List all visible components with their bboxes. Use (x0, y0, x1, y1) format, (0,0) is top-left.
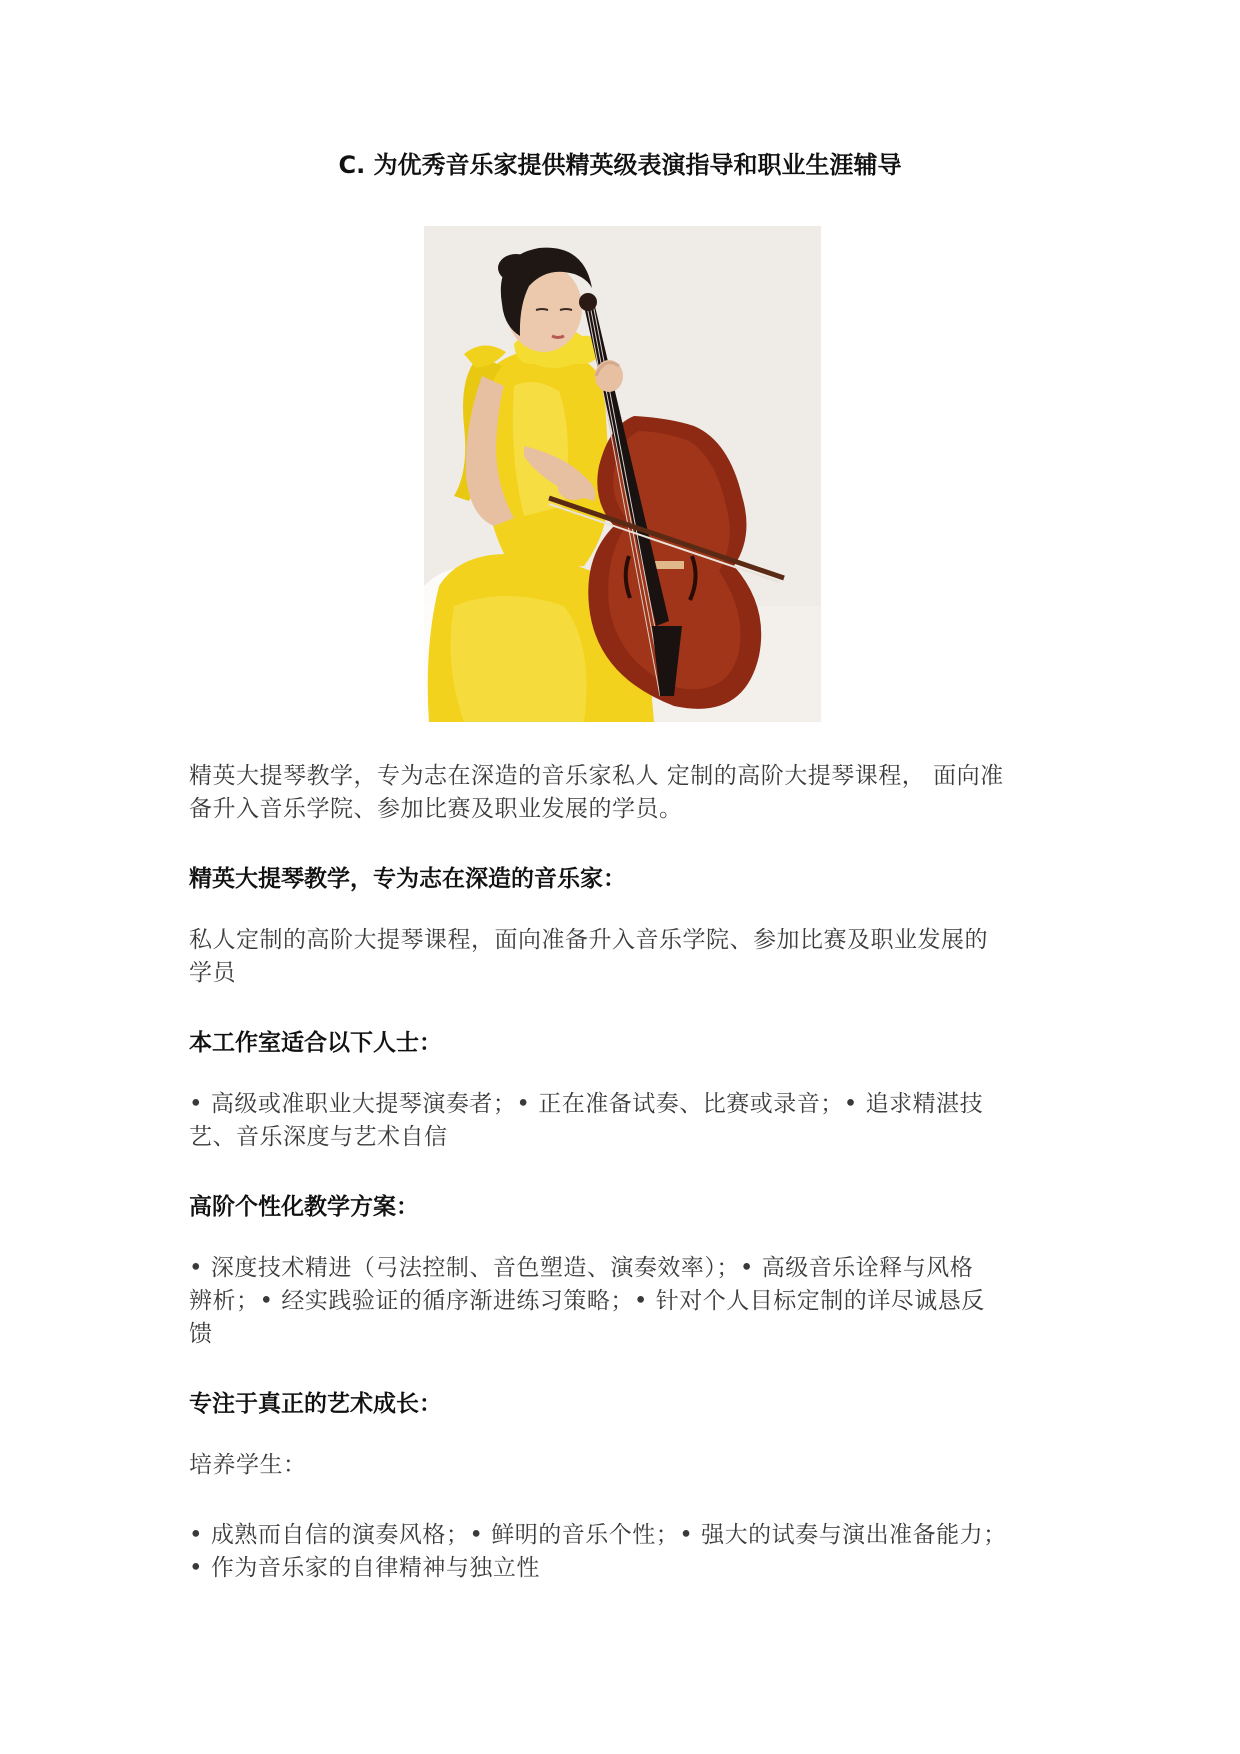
intro-line-2: 备升入音乐学院、参加比赛及职业发展的学员。 (189, 796, 683, 822)
plan-line-2: 辨析；• 经实践验证的循序渐进练习策略；• 针对个人目标定制的详尽诚恳反 (189, 1288, 985, 1314)
cellist-photo (424, 226, 821, 722)
plan-heading: 高阶个性化教学方案： (189, 1194, 419, 1220)
intro-line-1: 精英大提琴教学，专为志在深造的音乐家私人 定制的高阶大提琴课程， 面向准 (189, 763, 1004, 789)
growth-line-2: • 作为音乐家的自律精神与独立性 (189, 1555, 540, 1581)
page-title: C. 为优秀音乐家提供精英级表演指导和职业生涯辅导 (338, 151, 902, 179)
audience-heading: 本工作室适合以下人士： (189, 1030, 442, 1056)
elite-line-1: 私人定制的高阶大提琴课程，面向准备升入音乐学院、参加比赛及职业发展的 (189, 927, 988, 953)
growth-intro: 培养学生： (189, 1452, 307, 1478)
plan-line-3: 馈 (189, 1321, 213, 1347)
audience-line-1: • 高级或准职业大提琴演奏者；• 正在准备试奏、比赛或录音；• 追求精湛技 (189, 1091, 984, 1117)
growth-heading: 专注于真正的艺术成长： (189, 1391, 442, 1417)
content-body (189, 760, 1059, 1585)
elite-line-2: 学员 (189, 960, 236, 986)
elite-heading: 精英大提琴教学，专为志在深造的音乐家： (189, 866, 626, 892)
growth-line-1: • 成熟而自信的演奏风格；• 鲜明的音乐个性；• 强大的试奏与演出准备能力； (189, 1522, 1007, 1548)
audience-line-2: 艺、音乐深度与艺术自信 (189, 1124, 448, 1150)
plan-line-1: • 深度技术精进（弓法控制、音色塑造、演奏效率）；• 高级音乐诠释与风格 (189, 1255, 974, 1281)
